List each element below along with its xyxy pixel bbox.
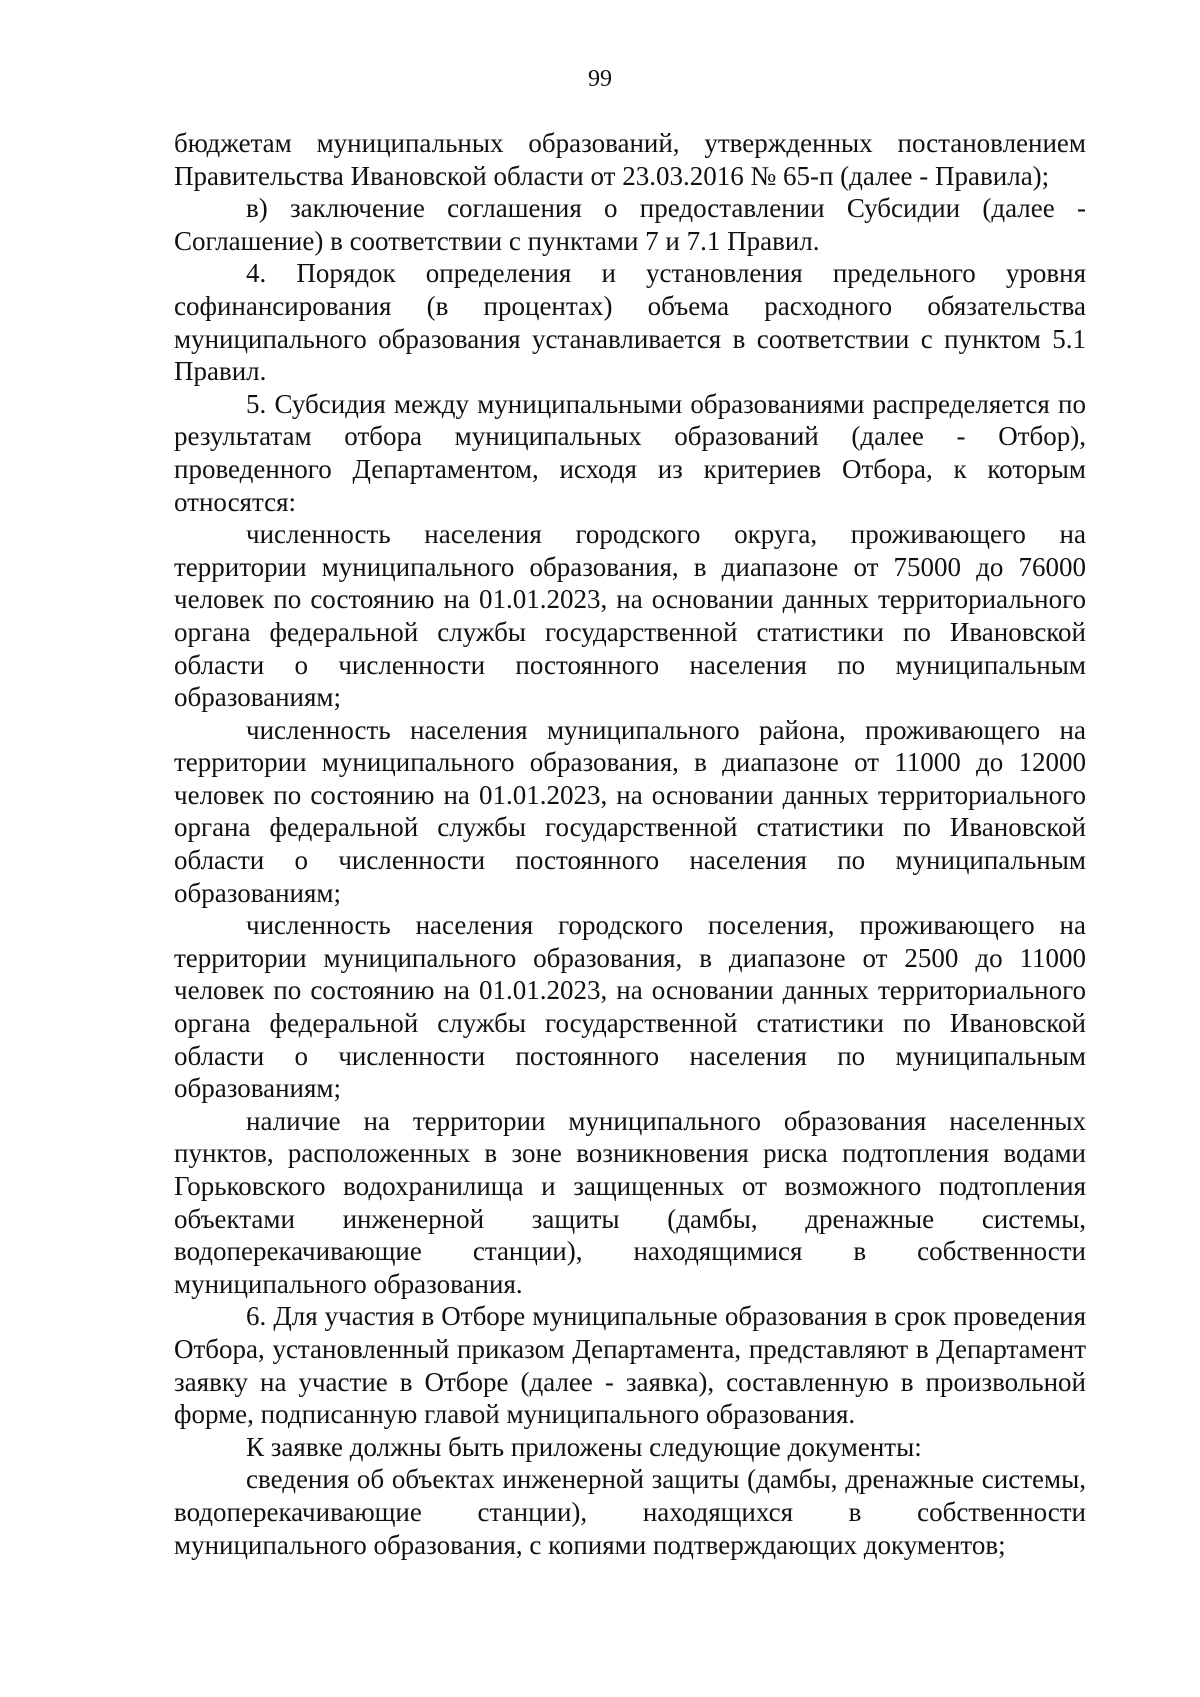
paragraph-5: 5. Субсидия между муниципальными образованиями распределяется по результатам отбора муниципальных образований (далее - Отбор), проведенного Департаментом, исходя из критериев Отбора, к которым относятся:	[174, 388, 1086, 517]
criterion-flood-protection: наличие на территории муниципального образования населенных пунктов, расположенных в зоне возникновения риска подтопления водами Горьковского водохранилища и защищенных от возможного подтопления объектами инженерной защиты (дамбы, дренажные системы, водоперекачивающие станции), находящимися в собственности муниципального образования.	[174, 1105, 1086, 1299]
paragraph-attachments-intro: К заявке должны быть приложены следующие документы:	[246, 1431, 922, 1462]
paragraph-attachment-1: сведения об объектах инженерной защиты (дамбы, дренажные системы, водоперекачивающие станции), находящихся в собственности муниципального образования, с копиями подтверждающих документов;	[174, 1464, 1086, 1560]
paragraph-item-v: в) заключение соглашения о предоставлении Субсидии (далее - Соглашение) в соответствии с пунктами 7 и 7.1 Правил.	[174, 193, 1086, 256]
criterion-municipal-district: численность населения муниципального района, проживающего на территории муниципального образования, в диапазоне от 11000 до 12000 человек по состоянию на 01.01.2023, на основании данных территориального органа федеральной службы государственной статистики по Ивановской области о численности постоянного населения по муниципальным образованиям;	[174, 714, 1086, 908]
paragraph-4: 4. Порядок определения и установления предельного уровня софинансирования (в процентах) объема расходного обязательства муниципального образования устанавливается в соответствии с пунктом 5.1 Правил.	[174, 258, 1086, 387]
paragraph-continuation: бюджетам муниципальных образований, утвержденных постановлением Правительства Ивановской области от 23.03.2016 № 65-п (далее - Правила);	[174, 128, 1086, 191]
paragraph-6: 6. Для участия в Отборе муниципальные образования в срок проведения Отбора, установленный приказом Департамента, представляют в Департамент заявку на участие в Отборе (далее - заявка), составленную в произвольной форме, подписанную главой муниципального образования.	[174, 1301, 1086, 1430]
criterion-city-district: численность населения городского округа, проживающего на территории муниципального образования, в диапазоне от 75000 до 76000 человек по состоянию на 01.01.2023, на основании данных территориального органа федеральной службы государственной статистики по Ивановской области о численности постоянного населения по муниципальным образованиям;	[174, 519, 1086, 713]
document-body	[174, 127, 1086, 1561]
page-number: 99	[588, 66, 612, 92]
criterion-urban-settlement: численность населения городского поселения, проживающего на территории муниципального образования, в диапазоне от 2500 до 11000 человек по состоянию на 01.01.2023, на основании данных территориального органа федеральной службы государственной статистики по Ивановской области о численности постоянного населения по муниципальным образованиям;	[174, 910, 1086, 1104]
